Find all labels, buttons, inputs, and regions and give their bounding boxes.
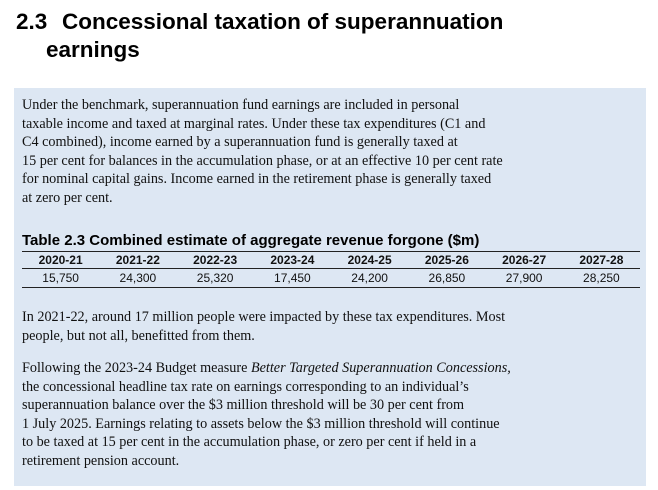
table-cell: 25,320 xyxy=(177,269,254,288)
column-header: 2023-24 xyxy=(254,252,331,269)
column-header: 2020-21 xyxy=(22,252,99,269)
section-title-part-2: earnings xyxy=(46,37,140,62)
column-header: 2027-28 xyxy=(563,252,640,269)
section-heading xyxy=(16,8,636,64)
intro-line: for nominal capital gains. Income earned in the retirement phase is generally taxed xyxy=(22,171,492,188)
intro-line: C4 combined), income earned by a superannuation fund is generally taxed at xyxy=(22,134,458,151)
intro-paragraph xyxy=(22,96,642,208)
measure-line: 1 July 2025. Earnings relating to assets below the $3 million threshold will continue xyxy=(22,415,500,432)
column-header: 2024-25 xyxy=(331,252,408,269)
table-cell: 27,900 xyxy=(486,269,563,288)
table-cell: 15,750 xyxy=(22,269,99,288)
revenue-table xyxy=(22,251,640,288)
column-header: 2025-26 xyxy=(408,252,485,269)
measure-line: superannuation balance over the $3 million threshold will be 30 per cent from xyxy=(22,397,465,414)
section-title-part-1: Concessional taxation of superannuation xyxy=(62,9,504,34)
column-header: 2026-27 xyxy=(486,252,563,269)
info-box xyxy=(14,88,646,486)
table-cell: 24,300 xyxy=(99,269,176,288)
intro-line: 15 per cent for balances in the accumulation phase, or at an effective 10 per cent rate xyxy=(22,152,503,169)
table-cell: 28,250 xyxy=(563,269,640,288)
measure-line: to be taxed at 15 per cent in the accumulation phase, or zero per cent if held in a xyxy=(22,434,477,451)
table-header-row xyxy=(22,252,640,269)
measure-name: Better Targeted Superannuation Concessions, xyxy=(250,360,511,376)
impact-paragraph xyxy=(22,308,642,345)
measure-line xyxy=(22,359,642,378)
table-title: Table 2.3 Combined estimate of aggregate revenue forgone ($m) xyxy=(22,232,480,249)
impact-line: people, but not all, benefitted from them. xyxy=(22,327,255,344)
table-cell: 26,850 xyxy=(408,269,485,288)
column-header: 2022-23 xyxy=(177,252,254,269)
measure-paragraph xyxy=(22,359,642,471)
section-number: 2.3 xyxy=(16,9,48,34)
intro-line: at zero per cent. xyxy=(22,189,113,206)
impact-line: In 2021-22, around 17 million people were impacted by these tax expenditures. Most xyxy=(22,309,506,325)
heading-line-1 xyxy=(16,8,636,36)
table-cell: 17,450 xyxy=(254,269,331,288)
intro-line: Under the benchmark, superannuation fund earnings are included in personal xyxy=(22,97,460,113)
column-header: 2021-22 xyxy=(99,252,176,269)
table-cell: 24,200 xyxy=(331,269,408,288)
measure-prefix: Following the 2023-24 Budget measure xyxy=(22,360,251,376)
intro-line: taxable income and taxed at marginal rates. Under these tax expenditures (C1 and xyxy=(22,115,486,132)
table-row xyxy=(22,269,640,288)
measure-line: the concessional headline tax rate on earnings corresponding to an individual’s xyxy=(22,378,469,395)
measure-line: retirement pension account. xyxy=(22,452,180,469)
